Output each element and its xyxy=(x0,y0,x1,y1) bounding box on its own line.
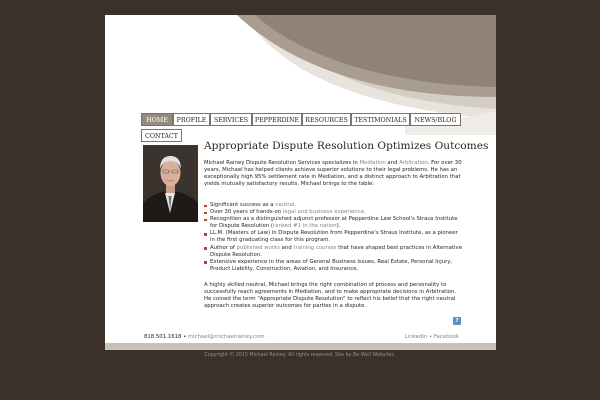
list-item-text: Author of xyxy=(210,244,237,251)
nav-resources[interactable]: RESOURCES xyxy=(302,113,351,126)
portrait-photo xyxy=(143,145,198,222)
list-item-text: . xyxy=(294,202,297,208)
link-training-courses[interactable]: training courses xyxy=(293,244,337,251)
email-link[interactable]: michael@michaelrainey.com xyxy=(187,334,265,340)
nav-pepperdine[interactable]: PEPPERDINE xyxy=(252,113,302,126)
list-item xyxy=(204,202,462,209)
page-container xyxy=(105,15,496,350)
footer-band xyxy=(105,343,496,350)
list-item-text: that have shaped best practices in Alternative Dispute Resolution. xyxy=(210,244,462,258)
link-mediation[interactable]: Mediation xyxy=(359,160,386,166)
link-neutral[interactable]: neutral xyxy=(275,202,295,208)
help-icon[interactable]: ? xyxy=(453,317,461,325)
list-item-text: . xyxy=(363,209,366,216)
footer-contact xyxy=(144,334,265,340)
intro-text: and xyxy=(385,160,400,166)
separator: • xyxy=(427,334,434,340)
list-item-text: Over 30 years of hands-on xyxy=(210,209,283,216)
page-headline: Appropriate Dispute Resolution Optimizes Outcomes xyxy=(204,140,489,152)
link-experience[interactable]: legal and business experience xyxy=(282,209,364,216)
list-item xyxy=(204,216,462,230)
linkedin-link[interactable]: LinkedIn xyxy=(404,334,428,340)
intro-text: . For over 30 years, Michael has helped clients achieve superior solutions to their legal problems. He has an exceptionally high 95% settlement rate in Mediation, and a distinct approach to Arbitration that yields mutually satisfactory results. Michael brings to the table: xyxy=(204,160,462,188)
nav-news-blog[interactable]: NEWS/BLOG xyxy=(410,113,461,126)
list-item-text: Extensive experience in the areas of General Business Issues, Real Estate, Personal Injury, Product Liability, Construction, Aviation, and Insurance. xyxy=(210,258,453,272)
closing-paragraph: A highly skilled neutral, Michael brings the right combination of process and personality to successfully reach agreements in Mediation, and to make appropriate decisions in Arbitration. He coined the term "Appropriate Dispute Resolution" to reflect his belief that the right neutral approach creates superior outcomes for parties in a dispute. xyxy=(204,282,457,310)
qualifications-list xyxy=(204,202,462,273)
separator: • xyxy=(181,334,188,340)
list-item-text: ). xyxy=(336,223,341,230)
list-item xyxy=(204,230,462,244)
nav-profile[interactable]: PROFILE xyxy=(173,113,210,126)
list-item-text: Recognition as a distinguished adjunct professor at Pepperdine Law School's Straus Institute for Dispute Resolution ( xyxy=(210,216,458,230)
list-item-text: Significant success as a xyxy=(210,202,276,208)
link-ranked[interactable]: ranked #1 in the nation xyxy=(273,223,337,230)
list-item xyxy=(204,245,462,259)
list-item-text: LL.M. (Masters of Law) in Dispute Resolution from Pepperdine's Straus Institute, as a pioneer in the first graduating class for this program. xyxy=(210,230,458,244)
phone-number: 818.501.1618 xyxy=(144,334,182,340)
facebook-link[interactable]: Facebook xyxy=(433,334,459,340)
nav-home[interactable]: HOME xyxy=(141,113,173,126)
link-arbitration[interactable]: Arbitration xyxy=(399,160,428,166)
nav-testimonials[interactable]: TESTIMONIALS xyxy=(351,113,410,126)
list-item xyxy=(204,209,462,216)
nav-services[interactable]: SERVICES xyxy=(210,113,252,126)
list-item-text: and xyxy=(279,244,294,251)
footer-social-links xyxy=(405,334,459,340)
nav-contact[interactable]: CONTACT xyxy=(141,129,182,142)
list-item xyxy=(204,259,462,273)
link-published-works[interactable]: published works xyxy=(236,244,280,251)
intro-text: Michael Rainey Dispute Resolution Services specializes in xyxy=(204,160,360,166)
copyright-text: Copyright © 2015 Michael Rainey. All rights reserved. Site by Be Well Websites. xyxy=(204,353,396,358)
intro-paragraph xyxy=(204,160,462,188)
